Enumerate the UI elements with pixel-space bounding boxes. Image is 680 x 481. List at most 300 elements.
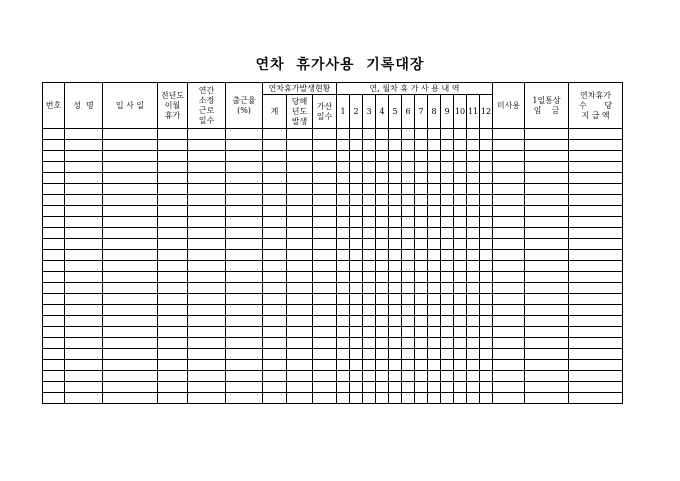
table-cell[interactable] bbox=[313, 272, 337, 283]
table-cell[interactable] bbox=[287, 162, 313, 173]
table-cell[interactable] bbox=[158, 228, 188, 239]
table-cell[interactable] bbox=[525, 228, 569, 239]
table-cell[interactable] bbox=[441, 382, 454, 393]
table-cell[interactable] bbox=[415, 316, 428, 327]
table-cell[interactable] bbox=[441, 239, 454, 250]
table-cell[interactable] bbox=[376, 393, 389, 404]
table-cell[interactable] bbox=[389, 349, 402, 360]
table-cell[interactable] bbox=[65, 206, 103, 217]
table-cell[interactable] bbox=[428, 327, 441, 338]
table-cell[interactable] bbox=[454, 129, 467, 140]
table-cell[interactable] bbox=[569, 151, 623, 162]
table-cell[interactable] bbox=[402, 217, 415, 228]
table-cell[interactable] bbox=[525, 129, 569, 140]
table-cell[interactable] bbox=[402, 371, 415, 382]
table-cell[interactable] bbox=[103, 360, 158, 371]
table-cell[interactable] bbox=[525, 305, 569, 316]
table-cell[interactable] bbox=[337, 151, 350, 162]
table-cell[interactable] bbox=[287, 283, 313, 294]
table-cell[interactable] bbox=[454, 261, 467, 272]
table-cell[interactable] bbox=[337, 371, 350, 382]
table-cell[interactable] bbox=[363, 349, 376, 360]
table-cell[interactable] bbox=[363, 316, 376, 327]
table-cell[interactable] bbox=[337, 305, 350, 316]
table-cell[interactable] bbox=[263, 316, 287, 327]
table-cell[interactable] bbox=[287, 393, 313, 404]
table-cell[interactable] bbox=[65, 140, 103, 151]
table-cell[interactable] bbox=[467, 393, 480, 404]
table-cell[interactable] bbox=[493, 338, 525, 349]
table-cell[interactable] bbox=[188, 305, 226, 316]
table-cell[interactable] bbox=[226, 195, 263, 206]
table-cell[interactable] bbox=[389, 371, 402, 382]
table-cell[interactable] bbox=[525, 371, 569, 382]
table-cell[interactable] bbox=[441, 173, 454, 184]
table-cell[interactable] bbox=[389, 184, 402, 195]
table-cell[interactable] bbox=[188, 239, 226, 250]
table-cell[interactable] bbox=[493, 305, 525, 316]
table-cell[interactable] bbox=[525, 261, 569, 272]
table-cell[interactable] bbox=[287, 327, 313, 338]
table-cell[interactable] bbox=[480, 382, 493, 393]
table-cell[interactable] bbox=[402, 151, 415, 162]
table-cell[interactable] bbox=[454, 272, 467, 283]
table-cell[interactable] bbox=[389, 162, 402, 173]
table-cell[interactable] bbox=[454, 217, 467, 228]
table-cell[interactable] bbox=[263, 283, 287, 294]
table-cell[interactable] bbox=[467, 305, 480, 316]
table-cell[interactable] bbox=[569, 173, 623, 184]
table-cell[interactable] bbox=[441, 272, 454, 283]
table-cell[interactable] bbox=[43, 305, 65, 316]
table-cell[interactable] bbox=[415, 206, 428, 217]
table-cell[interactable] bbox=[337, 228, 350, 239]
table-cell[interactable] bbox=[363, 393, 376, 404]
table-cell[interactable] bbox=[287, 129, 313, 140]
table-cell[interactable] bbox=[103, 129, 158, 140]
table-cell[interactable] bbox=[188, 173, 226, 184]
table-cell[interactable] bbox=[389, 360, 402, 371]
table-cell[interactable] bbox=[103, 140, 158, 151]
table-cell[interactable] bbox=[454, 371, 467, 382]
table-cell[interactable] bbox=[158, 371, 188, 382]
table-cell[interactable] bbox=[480, 162, 493, 173]
table-cell[interactable] bbox=[415, 272, 428, 283]
table-cell[interactable] bbox=[263, 371, 287, 382]
table-cell[interactable] bbox=[454, 140, 467, 151]
table-cell[interactable] bbox=[376, 261, 389, 272]
table-cell[interactable] bbox=[226, 206, 263, 217]
table-cell[interactable] bbox=[415, 129, 428, 140]
table-cell[interactable] bbox=[350, 151, 363, 162]
table-cell[interactable] bbox=[454, 250, 467, 261]
table-cell[interactable] bbox=[226, 360, 263, 371]
table-cell[interactable] bbox=[415, 283, 428, 294]
table-cell[interactable] bbox=[525, 360, 569, 371]
table-cell[interactable] bbox=[226, 173, 263, 184]
table-cell[interactable] bbox=[376, 228, 389, 239]
table-cell[interactable] bbox=[337, 239, 350, 250]
table-cell[interactable] bbox=[389, 393, 402, 404]
table-cell[interactable] bbox=[525, 206, 569, 217]
table-cell[interactable] bbox=[441, 349, 454, 360]
table-cell[interactable] bbox=[389, 338, 402, 349]
table-cell[interactable] bbox=[43, 360, 65, 371]
table-cell[interactable] bbox=[493, 371, 525, 382]
table-cell[interactable] bbox=[428, 261, 441, 272]
table-cell[interactable] bbox=[376, 140, 389, 151]
table-cell[interactable] bbox=[454, 228, 467, 239]
table-cell[interactable] bbox=[569, 195, 623, 206]
table-cell[interactable] bbox=[158, 184, 188, 195]
table-cell[interactable] bbox=[287, 239, 313, 250]
table-cell[interactable] bbox=[493, 349, 525, 360]
table-cell[interactable] bbox=[467, 272, 480, 283]
table-cell[interactable] bbox=[480, 371, 493, 382]
table-cell[interactable] bbox=[493, 250, 525, 261]
table-cell[interactable] bbox=[263, 338, 287, 349]
table-cell[interactable] bbox=[313, 261, 337, 272]
table-cell[interactable] bbox=[569, 272, 623, 283]
table-cell[interactable] bbox=[43, 393, 65, 404]
table-cell[interactable] bbox=[363, 206, 376, 217]
table-cell[interactable] bbox=[480, 173, 493, 184]
table-cell[interactable] bbox=[65, 294, 103, 305]
table-cell[interactable] bbox=[158, 162, 188, 173]
table-cell[interactable] bbox=[525, 327, 569, 338]
table-cell[interactable] bbox=[65, 217, 103, 228]
table-cell[interactable] bbox=[226, 393, 263, 404]
table-cell[interactable] bbox=[350, 261, 363, 272]
table-cell[interactable] bbox=[188, 283, 226, 294]
table-cell[interactable] bbox=[402, 162, 415, 173]
table-cell[interactable] bbox=[525, 294, 569, 305]
table-cell[interactable] bbox=[569, 371, 623, 382]
table-cell[interactable] bbox=[65, 316, 103, 327]
table-cell[interactable] bbox=[337, 217, 350, 228]
table-cell[interactable] bbox=[480, 239, 493, 250]
table-cell[interactable] bbox=[188, 228, 226, 239]
table-cell[interactable] bbox=[350, 393, 363, 404]
table-cell[interactable] bbox=[350, 283, 363, 294]
table-cell[interactable] bbox=[389, 129, 402, 140]
table-cell[interactable] bbox=[287, 371, 313, 382]
table-cell[interactable] bbox=[493, 382, 525, 393]
table-cell[interactable] bbox=[188, 129, 226, 140]
table-cell[interactable] bbox=[263, 206, 287, 217]
table-cell[interactable] bbox=[525, 338, 569, 349]
table-cell[interactable] bbox=[103, 173, 158, 184]
table-cell[interactable] bbox=[415, 239, 428, 250]
table-cell[interactable] bbox=[467, 151, 480, 162]
table-cell[interactable] bbox=[103, 294, 158, 305]
table-cell[interactable] bbox=[467, 283, 480, 294]
table-cell[interactable] bbox=[188, 316, 226, 327]
table-cell[interactable] bbox=[43, 195, 65, 206]
table-cell[interactable] bbox=[441, 393, 454, 404]
table-cell[interactable] bbox=[389, 250, 402, 261]
table-cell[interactable] bbox=[493, 327, 525, 338]
table-cell[interactable] bbox=[569, 261, 623, 272]
table-cell[interactable] bbox=[287, 151, 313, 162]
table-cell[interactable] bbox=[569, 162, 623, 173]
table-cell[interactable] bbox=[350, 305, 363, 316]
table-cell[interactable] bbox=[337, 272, 350, 283]
table-cell[interactable] bbox=[415, 360, 428, 371]
table-cell[interactable] bbox=[454, 206, 467, 217]
table-cell[interactable] bbox=[287, 173, 313, 184]
table-cell[interactable] bbox=[363, 140, 376, 151]
table-cell[interactable] bbox=[389, 327, 402, 338]
table-cell[interactable] bbox=[454, 195, 467, 206]
table-cell[interactable] bbox=[188, 206, 226, 217]
table-cell[interactable] bbox=[376, 206, 389, 217]
table-cell[interactable] bbox=[428, 250, 441, 261]
table-cell[interactable] bbox=[350, 371, 363, 382]
table-cell[interactable] bbox=[467, 239, 480, 250]
table-cell[interactable] bbox=[65, 173, 103, 184]
table-cell[interactable] bbox=[441, 140, 454, 151]
table-cell[interactable] bbox=[43, 272, 65, 283]
table-cell[interactable] bbox=[43, 294, 65, 305]
table-cell[interactable] bbox=[188, 360, 226, 371]
table-cell[interactable] bbox=[454, 305, 467, 316]
table-cell[interactable] bbox=[402, 195, 415, 206]
table-cell[interactable] bbox=[415, 195, 428, 206]
table-cell[interactable] bbox=[65, 327, 103, 338]
table-cell[interactable] bbox=[493, 316, 525, 327]
table-cell[interactable] bbox=[389, 283, 402, 294]
table-cell[interactable] bbox=[525, 140, 569, 151]
table-cell[interactable] bbox=[103, 382, 158, 393]
table-cell[interactable] bbox=[43, 140, 65, 151]
table-cell[interactable] bbox=[428, 382, 441, 393]
table-cell[interactable] bbox=[65, 360, 103, 371]
table-cell[interactable] bbox=[158, 294, 188, 305]
table-cell[interactable] bbox=[569, 239, 623, 250]
table-cell[interactable] bbox=[428, 239, 441, 250]
table-cell[interactable] bbox=[103, 195, 158, 206]
table-cell[interactable] bbox=[363, 305, 376, 316]
table-cell[interactable] bbox=[389, 294, 402, 305]
table-cell[interactable] bbox=[188, 371, 226, 382]
table-cell[interactable] bbox=[43, 327, 65, 338]
table-cell[interactable] bbox=[226, 338, 263, 349]
table-cell[interactable] bbox=[480, 261, 493, 272]
table-cell[interactable] bbox=[263, 162, 287, 173]
table-cell[interactable] bbox=[287, 228, 313, 239]
table-cell[interactable] bbox=[525, 162, 569, 173]
table-cell[interactable] bbox=[454, 382, 467, 393]
table-cell[interactable] bbox=[43, 162, 65, 173]
table-cell[interactable] bbox=[415, 151, 428, 162]
table-cell[interactable] bbox=[402, 382, 415, 393]
table-cell[interactable] bbox=[43, 129, 65, 140]
table-cell[interactable] bbox=[363, 228, 376, 239]
table-cell[interactable] bbox=[467, 184, 480, 195]
table-cell[interactable] bbox=[188, 140, 226, 151]
table-cell[interactable] bbox=[402, 261, 415, 272]
table-cell[interactable] bbox=[376, 173, 389, 184]
table-cell[interactable] bbox=[43, 283, 65, 294]
table-cell[interactable] bbox=[337, 173, 350, 184]
table-cell[interactable] bbox=[441, 305, 454, 316]
table-cell[interactable] bbox=[337, 140, 350, 151]
table-cell[interactable] bbox=[226, 382, 263, 393]
table-cell[interactable] bbox=[226, 217, 263, 228]
table-cell[interactable] bbox=[441, 151, 454, 162]
table-cell[interactable] bbox=[65, 184, 103, 195]
table-cell[interactable] bbox=[313, 217, 337, 228]
table-cell[interactable] bbox=[313, 382, 337, 393]
table-cell[interactable] bbox=[337, 162, 350, 173]
table-cell[interactable] bbox=[454, 294, 467, 305]
table-cell[interactable] bbox=[569, 393, 623, 404]
table-cell[interactable] bbox=[525, 393, 569, 404]
table-cell[interactable] bbox=[376, 338, 389, 349]
table-cell[interactable] bbox=[441, 250, 454, 261]
table-cell[interactable] bbox=[363, 327, 376, 338]
table-cell[interactable] bbox=[467, 206, 480, 217]
table-cell[interactable] bbox=[389, 217, 402, 228]
table-cell[interactable] bbox=[402, 140, 415, 151]
table-cell[interactable] bbox=[188, 151, 226, 162]
table-cell[interactable] bbox=[363, 261, 376, 272]
table-cell[interactable] bbox=[569, 316, 623, 327]
table-cell[interactable] bbox=[263, 272, 287, 283]
table-cell[interactable] bbox=[188, 250, 226, 261]
table-cell[interactable] bbox=[313, 294, 337, 305]
table-cell[interactable] bbox=[441, 217, 454, 228]
table-cell[interactable] bbox=[158, 206, 188, 217]
table-cell[interactable] bbox=[402, 327, 415, 338]
table-cell[interactable] bbox=[493, 195, 525, 206]
table-cell[interactable] bbox=[493, 393, 525, 404]
table-cell[interactable] bbox=[65, 393, 103, 404]
table-cell[interactable] bbox=[313, 173, 337, 184]
table-cell[interactable] bbox=[415, 371, 428, 382]
table-cell[interactable] bbox=[158, 195, 188, 206]
table-cell[interactable] bbox=[226, 140, 263, 151]
table-cell[interactable] bbox=[313, 250, 337, 261]
table-cell[interactable] bbox=[415, 338, 428, 349]
table-cell[interactable] bbox=[376, 382, 389, 393]
table-cell[interactable] bbox=[263, 393, 287, 404]
table-cell[interactable] bbox=[525, 250, 569, 261]
table-cell[interactable] bbox=[350, 382, 363, 393]
table-cell[interactable] bbox=[467, 228, 480, 239]
table-cell[interactable] bbox=[363, 294, 376, 305]
table-cell[interactable] bbox=[525, 349, 569, 360]
table-cell[interactable] bbox=[480, 305, 493, 316]
table-cell[interactable] bbox=[493, 129, 525, 140]
table-cell[interactable] bbox=[480, 338, 493, 349]
table-cell[interactable] bbox=[263, 239, 287, 250]
table-cell[interactable] bbox=[43, 349, 65, 360]
table-cell[interactable] bbox=[313, 228, 337, 239]
table-cell[interactable] bbox=[376, 305, 389, 316]
table-cell[interactable] bbox=[103, 305, 158, 316]
table-cell[interactable] bbox=[350, 206, 363, 217]
table-cell[interactable] bbox=[350, 239, 363, 250]
table-cell[interactable] bbox=[287, 294, 313, 305]
table-cell[interactable] bbox=[65, 162, 103, 173]
table-cell[interactable] bbox=[480, 360, 493, 371]
table-cell[interactable] bbox=[287, 184, 313, 195]
table-cell[interactable] bbox=[287, 217, 313, 228]
table-cell[interactable] bbox=[376, 250, 389, 261]
table-cell[interactable] bbox=[188, 272, 226, 283]
table-cell[interactable] bbox=[467, 195, 480, 206]
table-cell[interactable] bbox=[467, 349, 480, 360]
table-cell[interactable] bbox=[415, 327, 428, 338]
table-cell[interactable] bbox=[103, 371, 158, 382]
table-cell[interactable] bbox=[389, 261, 402, 272]
table-cell[interactable] bbox=[480, 206, 493, 217]
table-cell[interactable] bbox=[441, 195, 454, 206]
table-cell[interactable] bbox=[402, 393, 415, 404]
table-cell[interactable] bbox=[337, 338, 350, 349]
table-cell[interactable] bbox=[493, 140, 525, 151]
table-cell[interactable] bbox=[188, 393, 226, 404]
table-cell[interactable] bbox=[226, 272, 263, 283]
table-cell[interactable] bbox=[350, 327, 363, 338]
table-cell[interactable] bbox=[337, 250, 350, 261]
table-cell[interactable] bbox=[287, 382, 313, 393]
table-cell[interactable] bbox=[43, 371, 65, 382]
table-cell[interactable] bbox=[376, 294, 389, 305]
table-cell[interactable] bbox=[287, 140, 313, 151]
table-cell[interactable] bbox=[337, 393, 350, 404]
table-cell[interactable] bbox=[376, 316, 389, 327]
table-cell[interactable] bbox=[226, 228, 263, 239]
table-cell[interactable] bbox=[402, 338, 415, 349]
table-cell[interactable] bbox=[103, 327, 158, 338]
table-cell[interactable] bbox=[363, 129, 376, 140]
table-cell[interactable] bbox=[65, 283, 103, 294]
table-cell[interactable] bbox=[188, 338, 226, 349]
table-cell[interactable] bbox=[467, 382, 480, 393]
table-cell[interactable] bbox=[376, 239, 389, 250]
table-cell[interactable] bbox=[441, 283, 454, 294]
table-cell[interactable] bbox=[402, 184, 415, 195]
table-cell[interactable] bbox=[569, 382, 623, 393]
table-cell[interactable] bbox=[402, 360, 415, 371]
table-cell[interactable] bbox=[313, 129, 337, 140]
table-cell[interactable] bbox=[569, 349, 623, 360]
table-cell[interactable] bbox=[65, 272, 103, 283]
table-cell[interactable] bbox=[263, 250, 287, 261]
table-cell[interactable] bbox=[350, 173, 363, 184]
table-cell[interactable] bbox=[441, 162, 454, 173]
table-cell[interactable] bbox=[65, 239, 103, 250]
table-cell[interactable] bbox=[428, 129, 441, 140]
table-cell[interactable] bbox=[158, 283, 188, 294]
table-cell[interactable] bbox=[337, 316, 350, 327]
table-cell[interactable] bbox=[226, 349, 263, 360]
table-cell[interactable] bbox=[480, 195, 493, 206]
table-cell[interactable] bbox=[337, 294, 350, 305]
table-cell[interactable] bbox=[569, 184, 623, 195]
table-cell[interactable] bbox=[428, 228, 441, 239]
table-cell[interactable] bbox=[480, 184, 493, 195]
table-cell[interactable] bbox=[441, 294, 454, 305]
table-cell[interactable] bbox=[337, 206, 350, 217]
table-cell[interactable] bbox=[493, 228, 525, 239]
table-cell[interactable] bbox=[525, 283, 569, 294]
table-cell[interactable] bbox=[313, 338, 337, 349]
table-cell[interactable] bbox=[454, 349, 467, 360]
